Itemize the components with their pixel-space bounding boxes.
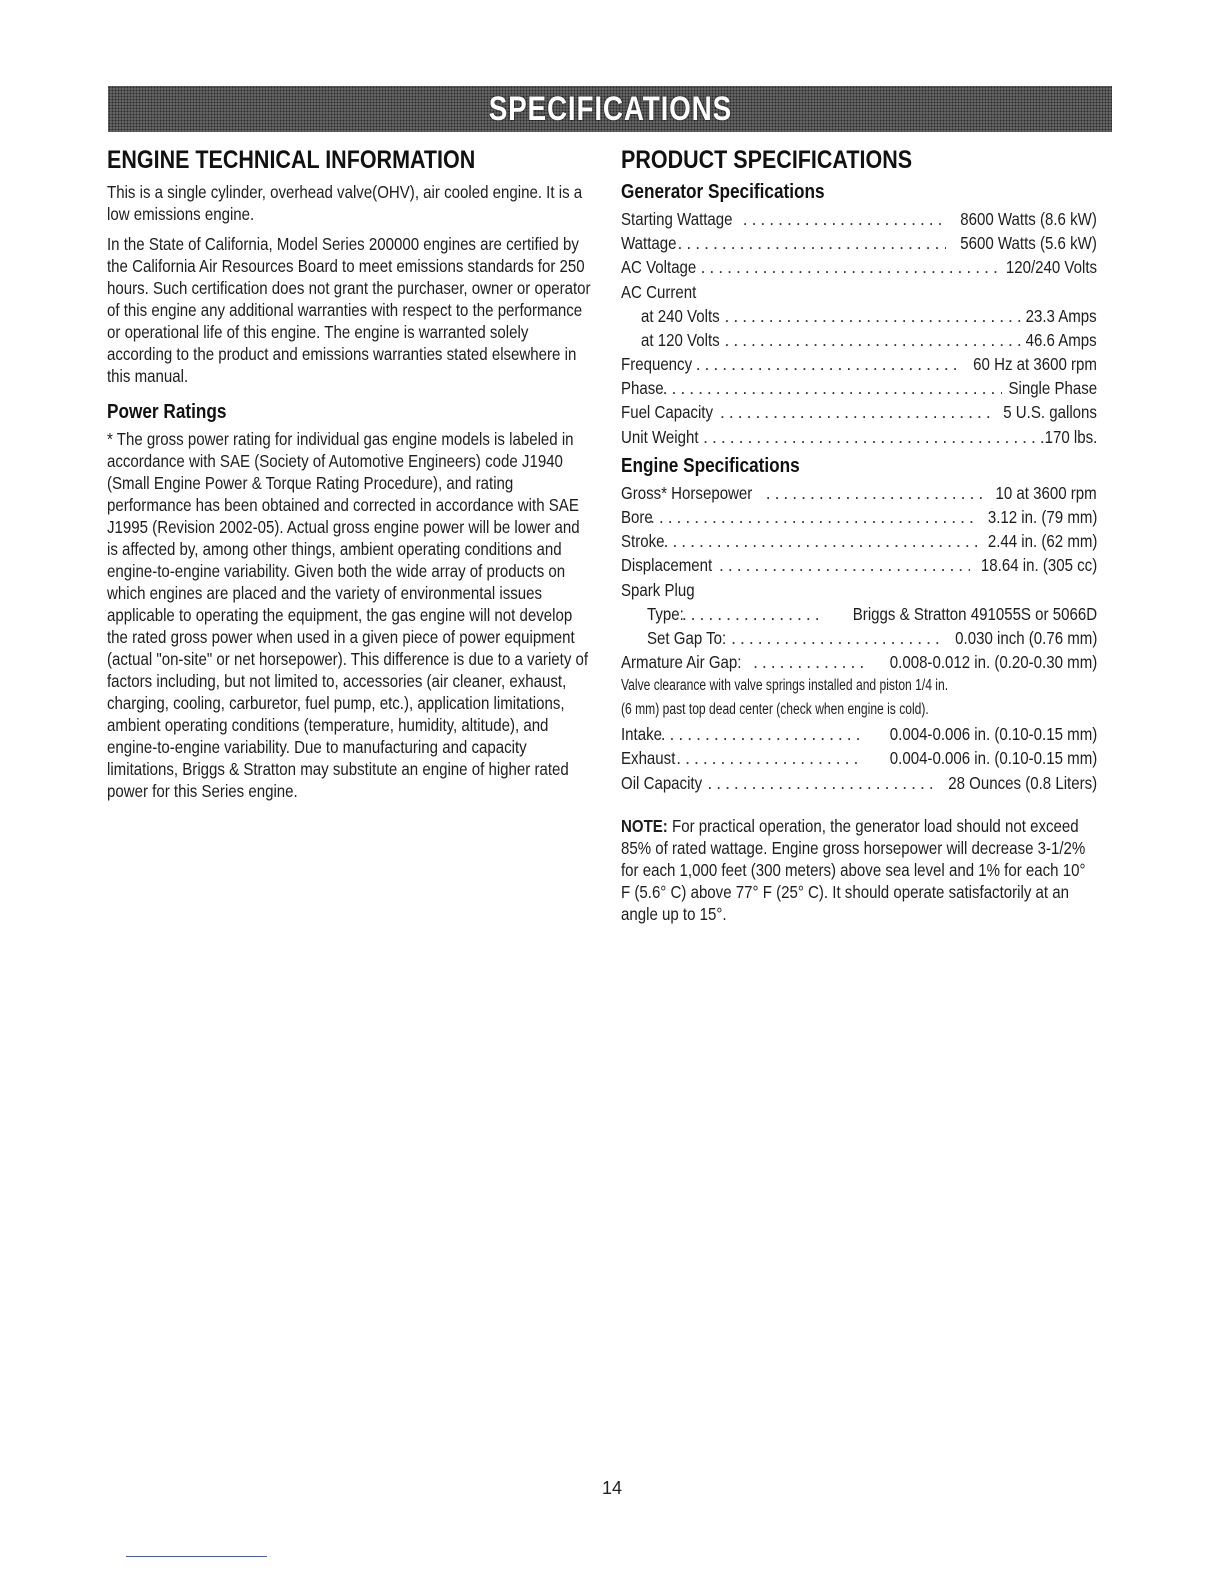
spec-value: 8600 Watts (8.6 kW) xyxy=(960,209,1097,229)
engine-description-paragraph: This is a single cylinder, overhead valve(OHV), air cooled engine. It is a low emissions engine. xyxy=(107,182,583,224)
leader-dots xyxy=(663,376,1002,400)
note-label: NOTE: xyxy=(621,815,668,836)
leader-dots xyxy=(724,304,1022,328)
spec-value: Single Phase xyxy=(1008,378,1097,399)
spec-value: Briggs & Stratton 491055S or 5066D xyxy=(852,603,1097,624)
spec-row xyxy=(621,650,1097,674)
leader-dots xyxy=(720,400,996,424)
valve-clearance-note: (6 mm) past top dead center (check when engine is cold). xyxy=(621,701,929,719)
leader-dots xyxy=(676,746,864,770)
spec-row xyxy=(621,231,1097,255)
spec-label: Fuel Capacity xyxy=(621,402,714,423)
spec-value: 5600 Watts (5.6 kW) xyxy=(960,233,1097,254)
spec-row xyxy=(621,746,1097,770)
spec-label: Bore xyxy=(621,507,653,528)
leader-dots xyxy=(724,328,1022,352)
spec-row xyxy=(621,328,1097,352)
ac-current-label: AC Current xyxy=(621,281,697,302)
spec-row xyxy=(621,425,1097,449)
spec-label: Phase xyxy=(621,378,664,399)
spec-value: 5 U.S. gallons xyxy=(1003,402,1097,423)
spec-label: Stroke xyxy=(621,531,665,552)
spec-row xyxy=(621,529,1097,553)
power-ratings-heading: Power Ratings xyxy=(107,401,227,423)
spec-value: 0.004-0.006 in. (0.10-0.15 mm) xyxy=(889,748,1097,769)
spec-label: AC Voltage xyxy=(621,257,697,278)
spec-label: Frequency xyxy=(621,354,693,375)
spec-value: 60 Hz at 3600 rpm xyxy=(973,354,1097,375)
section-banner xyxy=(108,86,1112,132)
spec-value: 0.008-0.012 in. (0.20-0.30 mm) xyxy=(889,652,1097,673)
engine-specifications-heading: Engine Specifications xyxy=(621,454,800,477)
leader-dots xyxy=(701,255,999,279)
leader-dots xyxy=(731,626,940,650)
leader-dots xyxy=(682,602,821,626)
generator-specifications-heading: Generator Specifications xyxy=(621,181,825,203)
leader-dots xyxy=(707,771,932,795)
spec-row xyxy=(621,352,1097,376)
spec-label: Displacement xyxy=(621,555,713,576)
leader-dots xyxy=(650,505,978,529)
leader-dots xyxy=(743,207,946,231)
spec-value: 3.12 in. (79 mm) xyxy=(987,507,1097,528)
spec-row xyxy=(621,481,1097,505)
page-number: 14 xyxy=(601,1478,623,1498)
california-certification-paragraph: In the State of California, Model Series 200000 engines are certified by the California Air Resources Board to meet emissions standards for 250 hours. Such certification does not grant the purchaser, owner or operator of this engine any additional warranties with respect to the performance or operational life of this engine. The engine is warranted solely according to the product and emissions warranties stated elsewhere in this manual. xyxy=(107,234,591,386)
spec-value: 10 at 3600 rpm xyxy=(995,482,1097,503)
spec-label: at 240 Volts xyxy=(641,305,720,326)
engine-technical-information-column xyxy=(107,146,592,810)
spec-row xyxy=(621,505,1097,529)
spec-label: Intake xyxy=(621,724,663,745)
spec-value: 0.030 inch (0.76 mm) xyxy=(954,627,1097,648)
engine-spec-list xyxy=(621,481,1097,795)
spec-row xyxy=(621,553,1097,577)
spec-row xyxy=(621,376,1097,400)
spec-label: Starting Wattage xyxy=(621,209,733,229)
footer-rule xyxy=(126,1556,267,1557)
spec-value: 120/240 Volts xyxy=(1005,257,1097,278)
valve-clearance-note: Valve clearance with valve springs installed and piston 1/4 in. xyxy=(621,677,949,695)
spec-value: 170 lbs. xyxy=(1044,426,1097,447)
spec-row xyxy=(621,400,1097,424)
spec-row xyxy=(621,255,1097,279)
spec-label: Armature Air Gap: xyxy=(621,652,742,673)
leader-dots xyxy=(678,231,947,255)
spec-label: Type: xyxy=(647,603,684,624)
operation-note xyxy=(621,815,1096,925)
spec-value: 46.6 Amps xyxy=(1025,329,1097,350)
engine-technical-information-heading: ENGINE TECHNICAL INFORMATION xyxy=(107,146,476,174)
spec-row xyxy=(621,207,1097,231)
spec-row xyxy=(621,626,1097,650)
leader-dots xyxy=(753,650,864,674)
spec-label: Gross* Horsepower xyxy=(621,482,753,503)
spec-value: 2.44 in. (62 mm) xyxy=(987,531,1097,552)
spec-value: 28 Ounces (0.8 Liters) xyxy=(948,772,1097,793)
leader-dots xyxy=(703,425,1044,449)
spark-plug-label: Spark Plug xyxy=(621,579,695,600)
leader-dots xyxy=(661,722,864,746)
spec-value: 0.004-0.006 in. (0.10-0.15 mm) xyxy=(889,724,1097,745)
leader-dots xyxy=(696,352,961,376)
spec-value: 23.3 Amps xyxy=(1025,305,1097,326)
spec-label: Exhaust xyxy=(621,748,676,769)
spec-label: at 120 Volts xyxy=(641,329,720,350)
generator-spec-list xyxy=(621,207,1097,449)
leader-dots xyxy=(664,529,978,553)
product-specifications-heading: PRODUCT SPECIFICATIONS xyxy=(621,146,913,174)
spec-row xyxy=(621,304,1097,328)
power-ratings-paragraph: * The gross power rating for individual gas engine models is labeled in accordance with SAE (Society of Automotive Engineers) code J1940 (Small Engine Power & Torque Rating Procedure), and rating performance has been obtained and corrected in accordance with SAE J1995 (Revision 2002-05). Actual gross engine power will be lower and is affected by, among other things, ambient operating conditions and engine-to-engine variability. Given both the wide array of products on which engines are placed and the variety of environmental issues applicable to operating the equipment, the gas engine will not develop the rated gross power when used in a given piece of power equipment (actual "on-site" or net horsepower). This difference is due to a variety of factors including, but not limited to, accessories (air cleaner, exhaust, charging, cooling, carburetor, fuel pump, etc.), application limitations, ambient operating conditions (temperature, humidity, altitude), and engine-to-engine variability. Due to manufacturing and capacity limitations, Briggs & Stratton may substitute an engine of higher rated power for this Series engine. xyxy=(107,429,589,801)
spec-label: Oil Capacity xyxy=(621,772,703,793)
spec-row xyxy=(621,722,1097,746)
leader-dots xyxy=(719,553,970,577)
spec-row xyxy=(621,771,1097,795)
banner-title: SPECIFICATIONS xyxy=(488,89,732,128)
spec-value: 18.64 in. (305 cc) xyxy=(980,555,1097,576)
spec-label: Wattage xyxy=(621,233,677,254)
spec-label: Unit Weight xyxy=(621,426,699,447)
product-specifications-column xyxy=(621,146,1097,925)
note-text: For practical operation, the generator load should not exceed 85% of rated wattage. Engine gross horsepower will decrease 3-1/2% for each 1,000 feet (300 meters) above sea level and 1% for each 10° F (5.6° C) above 77° F (25° C). It should operate satisfactorily at an angle up to 15°. xyxy=(621,815,1086,924)
spec-label: Set Gap To: xyxy=(647,627,727,648)
leader-dots xyxy=(766,481,988,505)
spec-row xyxy=(621,602,1097,626)
